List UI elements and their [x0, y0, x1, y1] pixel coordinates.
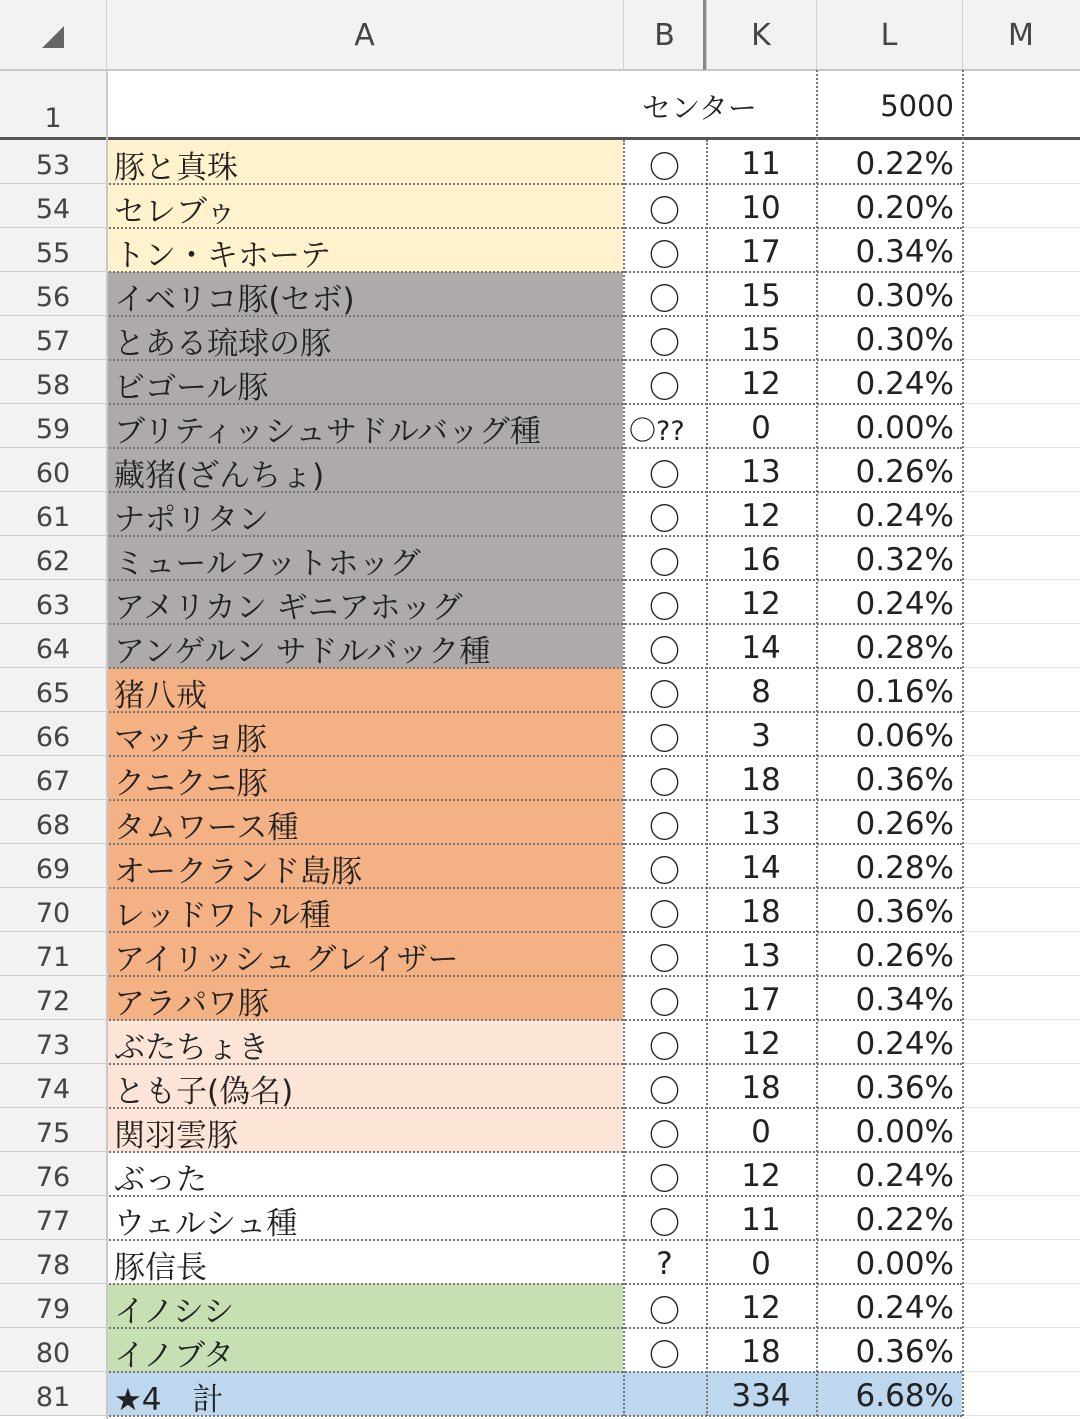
grid-line [106, 70, 108, 1419]
row-header[interactable]: 74 [0, 1064, 106, 1108]
mark-cell[interactable]: 〇 [649, 853, 680, 888]
cell-M[interactable] [962, 1108, 1080, 1152]
grid-line [106, 1195, 962, 1197]
name-cell[interactable]: ぶった [106, 1152, 623, 1196]
percent-cell[interactable]: 0.24% [855, 1290, 954, 1326]
row-header[interactable]: 57 [0, 316, 106, 360]
grid-line [0, 1151, 106, 1152]
grid-line [962, 975, 1080, 976]
name-cell[interactable]: オークランド島豚 [106, 844, 623, 888]
grid-line [0, 315, 106, 316]
percent-cell[interactable]: 0.24% [855, 586, 954, 622]
row-header[interactable]: 67 [0, 756, 106, 800]
grid-line [962, 887, 1080, 888]
grid-line [0, 403, 106, 404]
grid-line [0, 1107, 106, 1108]
name-cell[interactable]: アイリッシュ グレイザー [106, 932, 623, 976]
mark-cell[interactable]: 〇 [649, 149, 680, 184]
cell-M[interactable] [962, 976, 1080, 1020]
grid-line [962, 1019, 1080, 1020]
mark-cell[interactable]: 〇 [649, 1029, 680, 1064]
row-header[interactable]: 63 [0, 580, 106, 624]
cell-M[interactable] [962, 580, 1080, 624]
cell-M[interactable] [962, 1328, 1080, 1372]
cell-M[interactable] [962, 1284, 1080, 1328]
column-header-B[interactable]: B [623, 0, 706, 70]
count-cell[interactable]: 14 [741, 630, 781, 666]
grid-line [0, 1019, 106, 1020]
count-cell[interactable]: 18 [741, 894, 781, 930]
grid-line [962, 359, 1080, 360]
cell-M[interactable] [962, 228, 1080, 272]
grid-line [0, 1371, 106, 1372]
grid-line [0, 975, 106, 976]
name-cell[interactable]: とも子(偽名) [106, 1064, 623, 1108]
grid-line [962, 535, 1080, 536]
row-header[interactable]: 62 [0, 536, 106, 580]
grid-line [0, 491, 106, 492]
grid-line [106, 887, 962, 889]
percent-cell[interactable]: 0.30% [855, 278, 954, 314]
count-cell[interactable]: 18 [741, 762, 781, 798]
grid-line [0, 447, 106, 448]
percent-cell[interactable]: 0.30% [855, 322, 954, 358]
name-cell[interactable]: 豚と真珠 [106, 140, 623, 184]
grid-line [962, 1239, 1080, 1240]
count-cell[interactable]: 13 [741, 806, 781, 842]
row-header[interactable]: 78 [0, 1240, 106, 1284]
row-header[interactable]: 81 [0, 1372, 106, 1416]
cell-M[interactable] [962, 1152, 1080, 1196]
mark-cell[interactable]: 〇 [649, 941, 680, 976]
grid-line [0, 1327, 106, 1328]
cell-M[interactable] [962, 800, 1080, 844]
grid-line [0, 183, 106, 184]
mark-cell[interactable]: 〇 [649, 721, 680, 756]
mark-cell[interactable]: 〇 [649, 1337, 680, 1372]
name-cell[interactable]: ブリティッシュサドルバッグ種 [106, 404, 623, 448]
grid-line [0, 227, 106, 228]
grid-line [962, 403, 1080, 404]
cell-M[interactable] [962, 668, 1080, 712]
grid-line [106, 1107, 962, 1109]
name-cell[interactable]: イノシシ [106, 1284, 623, 1328]
mark-cell[interactable]: ? [656, 1246, 673, 1282]
cell-M[interactable] [962, 316, 1080, 360]
name-cell[interactable]: ぶたちょき [106, 1020, 623, 1064]
row-header[interactable]: 58 [0, 360, 106, 404]
mark-cell[interactable]: 〇 [649, 633, 680, 668]
count-cell[interactable]: 11 [741, 1202, 781, 1238]
cell-M[interactable] [962, 492, 1080, 536]
cell-M[interactable] [962, 140, 1080, 184]
column-header-L[interactable]: L [816, 0, 962, 70]
grid-line [0, 755, 106, 756]
percent-cell[interactable]: 0.36% [855, 894, 954, 930]
select-all-triangle-icon [42, 26, 64, 48]
count-cell[interactable]: 10 [741, 190, 781, 226]
mark-cell[interactable]: 〇 [649, 457, 680, 492]
count-cell[interactable]: 11 [741, 146, 781, 182]
grid-line [106, 1019, 962, 1021]
percent-cell[interactable]: 0.34% [855, 234, 954, 270]
grid-line [106, 227, 962, 229]
grid-line [106, 447, 962, 449]
percent-cell[interactable]: 0.24% [855, 498, 954, 534]
name-cell[interactable]: 豚信長 [106, 1240, 623, 1284]
grid-line [106, 183, 962, 185]
name-cell[interactable]: 関羽雲豚 [106, 1108, 623, 1152]
grid-line [0, 1283, 106, 1284]
mark-cell[interactable]: 〇 [649, 809, 680, 844]
count-cell[interactable]: 12 [741, 498, 781, 534]
grid-line [962, 667, 1080, 668]
mark-cell[interactable]: 〇 [649, 281, 680, 316]
row-header[interactable]: 53 [0, 140, 106, 184]
total-value-cell[interactable]: 5000 [880, 89, 954, 123]
grid-line [962, 315, 1080, 316]
mark-cell[interactable]: 〇 [649, 677, 680, 712]
percent-cell[interactable]: 0.36% [855, 1070, 954, 1106]
name-cell[interactable]: ビゴール豚 [106, 360, 623, 404]
name-cell[interactable]: イノブタ [106, 1328, 623, 1372]
grid-line [0, 1415, 106, 1416]
grid-line [962, 0, 963, 70]
grid-line [0, 69, 1080, 71]
percent-cell[interactable]: 6.68% [816, 1372, 962, 1416]
mark-cell[interactable]: 〇 [649, 765, 680, 800]
name-cell[interactable]: ウェルシュ種 [106, 1196, 623, 1240]
percent-cell[interactable]: 0.00% [855, 410, 954, 446]
name-cell[interactable]: セレブゥ [106, 184, 623, 228]
mark-cell[interactable]: 〇 [649, 369, 680, 404]
row-header[interactable]: 69 [0, 844, 106, 888]
grid-line [106, 0, 107, 70]
select-all-corner[interactable] [0, 0, 106, 70]
cell-M[interactable] [962, 712, 1080, 756]
cell-M[interactable] [962, 184, 1080, 228]
row-header[interactable]: 68 [0, 800, 106, 844]
row-header[interactable]: 60 [0, 448, 106, 492]
name-cell[interactable]: イベリコ豚(セボ) [106, 272, 623, 316]
cell-M[interactable] [962, 1196, 1080, 1240]
percent-cell[interactable]: 0.22% [855, 1202, 954, 1238]
mark-cell[interactable]: 〇?? [629, 415, 685, 447]
cell-M[interactable] [962, 272, 1080, 316]
grid-line [962, 271, 1080, 272]
grid-line [0, 271, 106, 272]
grid-line [106, 667, 962, 669]
mark-cell[interactable]: 〇 [649, 589, 680, 624]
grid-line [962, 843, 1080, 844]
grid-line [962, 1063, 1080, 1064]
grid-line [623, 140, 625, 1416]
grid-line [0, 1195, 106, 1196]
percent-cell[interactable]: 0.00% [855, 1114, 954, 1150]
grid-line [106, 1283, 962, 1285]
column-header-K[interactable]: K [706, 0, 816, 70]
grid-line [0, 623, 106, 624]
grid-line [106, 1239, 962, 1241]
grid-line [962, 623, 1080, 624]
cell-M[interactable] [962, 932, 1080, 976]
name-cell[interactable]: ミュールフットホッグ [106, 536, 623, 580]
percent-cell[interactable]: 0.22% [855, 146, 954, 182]
row-header-1[interactable]: 1 [0, 70, 106, 138]
grid-line [106, 843, 962, 845]
row-header[interactable]: 54 [0, 184, 106, 228]
grid-line [962, 931, 1080, 932]
name-cell[interactable]: ★4 計 [106, 1372, 623, 1416]
count-cell[interactable]: 12 [741, 366, 781, 402]
percent-cell[interactable]: 0.34% [855, 982, 954, 1018]
count-cell[interactable]: 17 [741, 234, 781, 270]
count-cell[interactable]: 12 [741, 1026, 781, 1062]
cell-M[interactable] [962, 1020, 1080, 1064]
mark-cell[interactable]: 〇 [649, 545, 680, 580]
mark-cell[interactable]: 〇 [649, 1293, 680, 1328]
count-cell[interactable]: 15 [741, 322, 781, 358]
mark-cell[interactable]: 〇 [649, 1073, 680, 1108]
row-header[interactable]: 61 [0, 492, 106, 536]
count-cell[interactable]: 14 [741, 850, 781, 886]
grid-line [106, 975, 962, 977]
grid-line [106, 1327, 962, 1329]
grid-line [0, 1063, 106, 1064]
percent-cell[interactable]: 0.32% [855, 542, 954, 578]
row-header[interactable]: 73 [0, 1020, 106, 1064]
grid-line [962, 1283, 1080, 1284]
cell-M1[interactable] [962, 70, 1080, 138]
grid-line [962, 183, 1080, 184]
grid-line [0, 931, 106, 932]
grid-line [962, 1371, 1080, 1372]
grid-line [962, 799, 1080, 800]
grid-line [0, 667, 106, 668]
name-cell[interactable]: トン・キホーテ [106, 228, 623, 272]
percent-cell[interactable]: 0.26% [855, 454, 954, 490]
grid-line [0, 579, 106, 580]
cell-M[interactable] [962, 1064, 1080, 1108]
grid-line [816, 0, 817, 70]
grid-line [106, 1151, 962, 1153]
row-header[interactable]: 79 [0, 1284, 106, 1328]
grid-line [816, 70, 818, 1416]
row-header[interactable]: 76 [0, 1152, 106, 1196]
percent-cell[interactable]: 0.36% [855, 762, 954, 798]
cell-M[interactable] [962, 756, 1080, 800]
grid-line [703, 0, 706, 70]
grid-line [0, 799, 106, 800]
count-cell[interactable]: 0 [751, 1114, 771, 1150]
cell-M[interactable] [962, 536, 1080, 580]
count-cell[interactable]: 17 [741, 982, 781, 1018]
cell-M[interactable] [962, 844, 1080, 888]
count-cell[interactable]: 334 [706, 1372, 816, 1416]
name-cell[interactable]: ナポリタン [106, 492, 623, 536]
name-cell[interactable]: クニクニ豚 [106, 756, 623, 800]
grid-line [106, 799, 962, 801]
row-header[interactable]: 75 [0, 1108, 106, 1152]
row-header[interactable]: 72 [0, 976, 106, 1020]
mark-cell[interactable]: 〇 [649, 1205, 680, 1240]
count-cell[interactable]: 12 [741, 1290, 781, 1326]
count-cell[interactable]: 0 [751, 1246, 771, 1282]
grid-line [106, 1371, 962, 1373]
count-cell[interactable]: 16 [741, 542, 781, 578]
grid-line [962, 755, 1080, 756]
percent-cell[interactable]: 0.24% [855, 1158, 954, 1194]
row-header[interactable]: 59 [0, 404, 106, 448]
row-header[interactable]: 71 [0, 932, 106, 976]
mark-cell[interactable]: 〇 [649, 1161, 680, 1196]
grid-line [106, 711, 962, 713]
mark-cell[interactable]: 〇 [649, 985, 680, 1020]
count-cell[interactable]: 0 [751, 410, 771, 446]
count-cell[interactable]: 8 [751, 674, 771, 710]
percent-cell[interactable]: 0.16% [855, 674, 954, 710]
mark-cell[interactable]: 〇 [649, 237, 680, 272]
grid-line [962, 447, 1080, 448]
grid-line [962, 711, 1080, 712]
count-cell[interactable]: 3 [751, 718, 771, 754]
mark-cell[interactable]: 〇 [649, 1117, 680, 1152]
grid-line [106, 755, 962, 757]
cell-M[interactable] [962, 404, 1080, 448]
cell-M[interactable] [962, 448, 1080, 492]
percent-cell[interactable]: 0.00% [855, 1246, 954, 1282]
grid-line [106, 1063, 962, 1065]
count-cell[interactable]: 12 [741, 586, 781, 622]
percent-cell[interactable]: 0.26% [855, 938, 954, 974]
name-cell[interactable]: アンゲルン サドルバック種 [106, 624, 623, 668]
grid-line [962, 1327, 1080, 1328]
grid-line [0, 843, 106, 844]
center-label-cell[interactable]: センター [642, 90, 757, 125]
row-header[interactable]: 77 [0, 1196, 106, 1240]
grid-line [623, 0, 624, 70]
count-cell[interactable]: 12 [741, 1158, 781, 1194]
grid-line [0, 1239, 106, 1240]
count-cell[interactable]: 15 [741, 278, 781, 314]
row-header[interactable]: 66 [0, 712, 106, 756]
mark-cell[interactable]: 〇 [649, 501, 680, 536]
percent-cell[interactable]: 0.20% [855, 190, 954, 226]
grid-line [962, 579, 1080, 580]
grid-line [0, 137, 1080, 140]
count-cell[interactable]: 13 [741, 938, 781, 974]
percent-cell[interactable]: 0.24% [855, 366, 954, 402]
mark-cell[interactable]: 〇 [649, 193, 680, 228]
count-cell[interactable]: 18 [741, 1070, 781, 1106]
percent-cell[interactable]: 0.26% [855, 806, 954, 842]
grid-line [962, 227, 1080, 228]
grid-line [0, 711, 106, 712]
cell-M[interactable] [962, 360, 1080, 404]
cell-M[interactable] [962, 624, 1080, 668]
percent-cell[interactable]: 0.28% [855, 630, 954, 666]
grid-line [106, 271, 962, 273]
grid-line [106, 359, 962, 361]
percent-cell[interactable]: 0.24% [855, 1026, 954, 1062]
grid-line [706, 140, 708, 1416]
row-header[interactable]: 55 [0, 228, 106, 272]
grid-line [106, 535, 962, 537]
grid-line [106, 623, 962, 625]
grid-line [0, 535, 106, 536]
name-cell[interactable]: 藏猪(ざんちょ) [106, 448, 623, 492]
name-cell[interactable]: アラパワ豚 [106, 976, 623, 1020]
name-cell[interactable]: マッチョ豚 [106, 712, 623, 756]
row-header[interactable]: 80 [0, 1328, 106, 1372]
grid-line [962, 70, 964, 1416]
percent-cell[interactable]: 0.06% [855, 718, 954, 754]
grid-line [106, 1415, 962, 1417]
grid-line [106, 931, 962, 933]
percent-cell[interactable]: 0.36% [855, 1334, 954, 1370]
count-cell[interactable]: 18 [741, 1334, 781, 1370]
grid-line [106, 403, 962, 405]
grid-line [106, 315, 962, 317]
cell-M[interactable] [962, 1372, 1080, 1416]
name-cell[interactable]: タムワース種 [106, 800, 623, 844]
mark-cell[interactable]: 〇 [649, 897, 680, 932]
column-header-M[interactable]: M [962, 0, 1080, 70]
grid-line [962, 1195, 1080, 1196]
row-header[interactable]: 56 [0, 272, 106, 316]
grid-line [0, 359, 106, 360]
cell-M[interactable] [962, 1240, 1080, 1284]
name-cell[interactable]: アメリカン ギニアホッグ [106, 580, 623, 624]
grid-line [962, 1151, 1080, 1152]
name-cell[interactable]: レッドワトル種 [106, 888, 623, 932]
cell-M[interactable] [962, 888, 1080, 932]
grid-line [962, 1415, 1080, 1416]
name-cell[interactable]: 猪八戒 [106, 668, 623, 712]
grid-line [106, 579, 962, 581]
mark-cell[interactable]: 〇 [649, 325, 680, 360]
name-cell[interactable]: とある琉球の豚 [106, 316, 623, 360]
column-header-A[interactable]: A [106, 0, 623, 70]
grid-line [706, 0, 707, 70]
grid-line [962, 491, 1080, 492]
row-header[interactable]: 64 [0, 624, 106, 668]
percent-cell[interactable]: 0.28% [855, 850, 954, 886]
row-header[interactable]: 65 [0, 668, 106, 712]
grid-line [962, 1107, 1080, 1108]
count-cell[interactable]: 13 [741, 454, 781, 490]
grid-line [106, 491, 962, 493]
grid-line [0, 887, 106, 888]
mark-cell[interactable] [623, 1372, 706, 1416]
row-header[interactable]: 70 [0, 888, 106, 932]
